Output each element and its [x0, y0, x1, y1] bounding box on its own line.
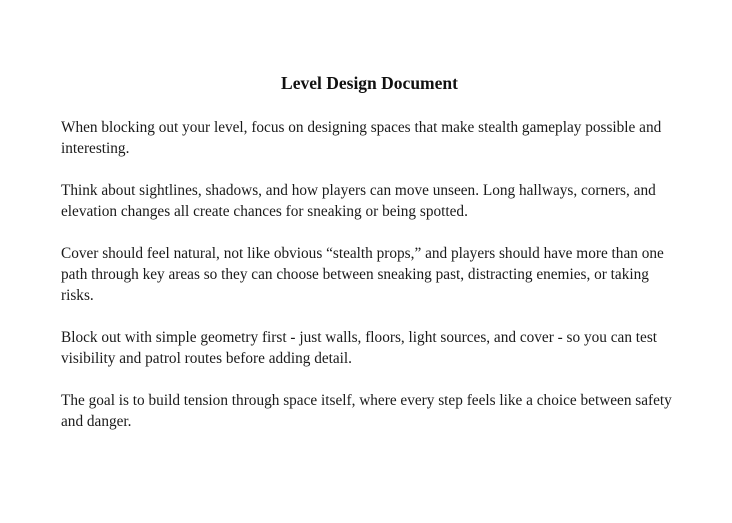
paragraph-cover: Cover should feel natural, not like obvious “stealth props,” and players should have more than one path through key areas so they can choose between sneaking past, distracting enemies, or taking risks. — [61, 245, 664, 304]
paragraph-sightlines: Think about sightlines, shadows, and how players can move unseen. Long hallways, corners, and elevation changes all create chances for sneaking or being spotted. — [61, 182, 656, 220]
document-title: Level Design Document — [281, 73, 458, 93]
paragraph-blocking-focus: When blocking out your level, focus on designing spaces that make stealth gameplay possible and interesting. — [61, 119, 662, 157]
paragraph-goal: The goal is to build tension through space itself, where every step feels like a choice between safety and danger. — [61, 392, 672, 430]
paragraph-geometry: Block out with simple geometry first - just walls, floors, light sources, and cover - so you can test visibility and patrol routes before adding detail. — [61, 329, 658, 367]
